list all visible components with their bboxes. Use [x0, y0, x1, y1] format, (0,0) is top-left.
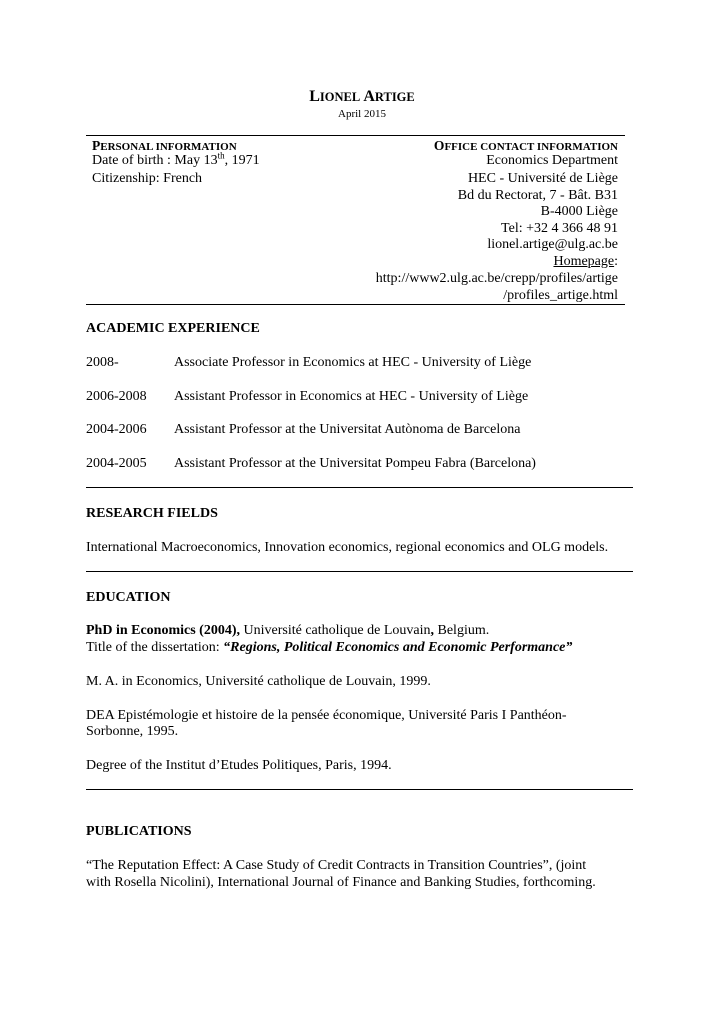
publication-line2: with Rosella Nicolini), International Journal of Finance and Banking Studies, forthcoming.	[86, 875, 596, 890]
divider-contact	[86, 304, 625, 305]
office-postcode: B-4000 Liège	[540, 204, 618, 219]
research-text: International Macroeconomics, Innovation economics, regional economics and OLG models.	[86, 540, 609, 555]
cv-name: LIONEL ARTIGE	[309, 88, 415, 105]
office-university: HEC - Université de Liège	[467, 171, 618, 186]
homepage-label: Homepage:	[553, 254, 618, 269]
academic-desc-2: Assistant Professor in Economics at HEC - University of Liège	[174, 389, 529, 404]
education-ma: M. A. in Economics, Université catholique de Louvain, 1999.	[86, 674, 431, 689]
office-department: Economics Department	[486, 153, 618, 168]
divider-top	[86, 135, 625, 136]
academic-heading: ACADEMIC EXPERIENCE	[86, 321, 260, 336]
research-heading: RESEARCH FIELDS	[86, 506, 218, 521]
office-heading: OFFICE CONTACT INFORMATION	[433, 138, 618, 153]
divider-research	[86, 571, 633, 572]
office-email[interactable]: lionel.artige@ulg.ac.be	[487, 237, 618, 252]
homepage-url-line1[interactable]: http://www2.ulg.ac.be/crepp/profiles/artige	[375, 271, 618, 286]
education-heading: EDUCATION	[86, 590, 171, 605]
education-dea-line1: DEA Epistémologie et histoire de la pensée économique, Université Paris I Panthéon-	[86, 708, 567, 723]
homepage-url-line2[interactable]: /profiles_artige.html	[503, 288, 618, 303]
academic-desc-3: Assistant Professor at the Universitat Autònoma de Barcelona	[174, 422, 521, 437]
publications-heading: PUBLICATIONS	[86, 824, 192, 839]
homepage-link[interactable]: Homepage	[553, 254, 615, 269]
publication-line1: “The Reputation Effect: A Case Study of Credit Contracts in Transition Countries”, (joint	[86, 858, 587, 873]
divider-education	[86, 789, 633, 790]
academic-years-4: 2004-2005	[86, 456, 147, 471]
office-street: Bd du Rectorat, 7 - Bât. B31	[457, 188, 618, 203]
personal-heading: PERSONAL INFORMATION	[92, 138, 237, 153]
education-dea-line2: Sorbonne, 1995.	[86, 724, 179, 739]
citizenship: Citizenship: French	[92, 171, 203, 186]
date-of-birth: Date of birth : May 13th, 1971	[92, 150, 260, 168]
education-iep: Degree of the Institut d’Etudes Politiques, Paris, 1994.	[86, 758, 392, 773]
cv-date: April 2015	[338, 108, 386, 120]
academic-desc-1: Associate Professor in Economics at HEC - University of Liège	[174, 355, 532, 370]
office-phone: Tel: +32 4 366 48 91	[501, 221, 618, 236]
academic-years-3: 2004-2006	[86, 422, 147, 437]
academic-years-2: 2006-2008	[86, 389, 147, 404]
education-phd: PhD in Economics (2004), Université catholique de Louvain, Belgium.	[86, 623, 490, 638]
education-dissertation: Title of the dissertation: “Regions, Political Economics and Economic Performance”	[86, 640, 573, 655]
academic-years-1: 2008-	[86, 355, 119, 370]
divider-academic	[86, 487, 633, 488]
academic-desc-4: Assistant Professor at the Universitat Pompeu Fabra (Barcelona)	[174, 456, 536, 471]
